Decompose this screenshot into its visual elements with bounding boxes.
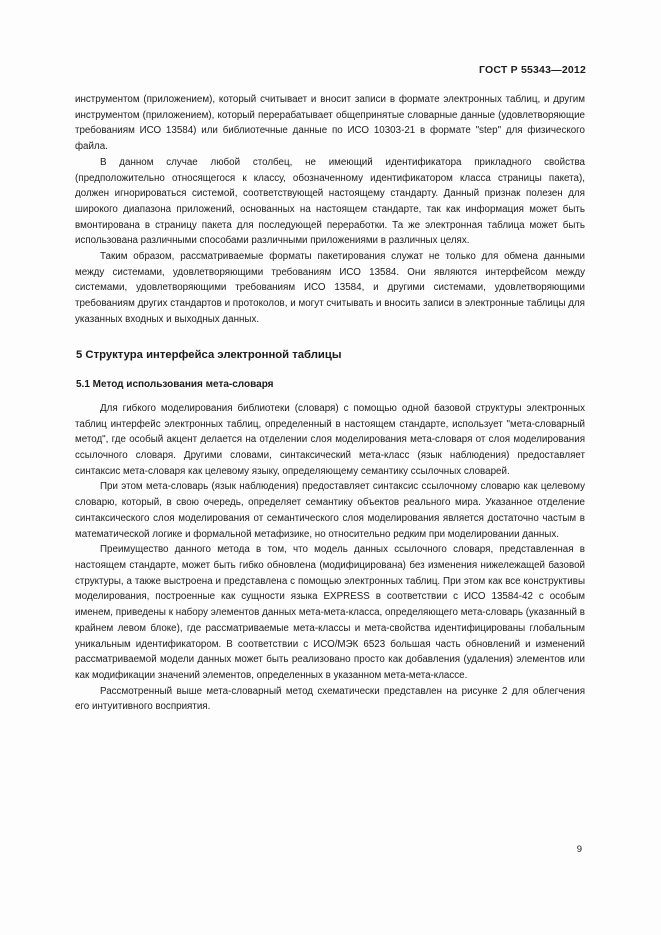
- paragraph: Для гибкого моделирования библиотеки (словаря) с помощью одной базовой структуры электронных таблиц интерфейс электронных таблиц, определенный в настоящем стандарте, использует "мета-словарный метод", где особый акцент делается на отделении слоя моделирования мета-словаря от слоя моделирования ссылочного словаря. Другими словами, синтаксический мета-класс (язык наблюдения) предоставляет синтаксис мета-словаря как целевому языку, определяющему семантику ссылочных словарей.: [75, 402, 585, 477]
- subsection-heading: 5.1 Метод использования мета-словаря: [76, 379, 274, 391]
- page-number: 9: [576, 844, 582, 855]
- standard-code-header: ГОСТ Р 55343—2012: [478, 64, 586, 76]
- paragraph: В данном случае любой столбец, не имеющий идентификатора прикладного свойства (предположительно относящегося к классу, обозначенному идентификатором класса страницы пакета), должен игнорироваться системой, соответствующей настоящему стандарту. Данный признак полезен для широкого диапазона приложений, основанных на настоящем стандарте, так как информация может быть вмонтирована в страницу пакета для последующей переработки. Та же электронная таблица может быть использована различными способами различными приложениями в различных целях.: [75, 156, 585, 247]
- paragraph: Таким образом, рассматриваемые форматы пакетирования служат не только для обмена данными между системами, удовлетворяющими требованиям ИСО 13584. Они являются интерфейсом между системами, удовлетворяющими требованиям ИСО 13584, и другими системами, удовлетворяющими требованиям других стандартов и протоколов, и могут считывать и вносить записи в электронные таблицы для указанных входных и выходных данных.: [75, 251, 585, 325]
- paragraph: При этом мета-словарь (язык наблюдения) предоставляет синтаксис ссылочному словарю как целевому словарю, который, в свою очередь, определяет семантику объектов реального мира. Указанное отделение синтаксического слоя моделирования от семантического слоя моделирования является достаточно частым в математической логике и формальной метафизике, но относительно редким при моделировании данных.: [75, 481, 585, 540]
- paragraph-continuation: инструментом (приложением), который считывает и вносит записи в формате электронных таблиц, и другим инструментом (приложением), который перерабатывает общепринятые словарные данные (удовлетворяющие требованиям ИСО 13584) или библиотечные данные по ИСО 10303-21 в формате "step" для физического файла.: [75, 94, 585, 153]
- section-heading: 5 Структура интерфейса электронной таблицы: [76, 348, 342, 361]
- paragraph: Преимущество данного метода в том, что модель данных ссылочного словаря, представленная в настоящем стандарте, может быть гибко обновлена (модифицирована) без изменения нижележащей базовой структуры, а также выстроена и представлена с помощью электронных таблиц. При этом как все конструктивы моделирования, построенные как сущности языка EXPRESS в соответствии с ИСО 13584-42 с особым именем, приведены к набору элементов данных мета-мета-класса, определяющего мета-словарь (указанный в крайнем левом блоке), где рассматриваемые мета-классы и мета-свойства идентифицированы глобальным уникальным идентификатором. В соответствии с ИСО/МЭК 6523 большая часть обновлений и изменений рассматриваемой модели данных может быть реализовано просто как добавления (удаления) элементов или как модификации значений элементов, определенных в указанном мета-мета-классе.: [75, 544, 585, 681]
- page-content: [75, 92, 585, 715]
- paragraph: Рассмотренный выше мета-словарный метод схематически представлен на рисунке 2 для облегчения его интуитивного восприятия.: [75, 685, 585, 713]
